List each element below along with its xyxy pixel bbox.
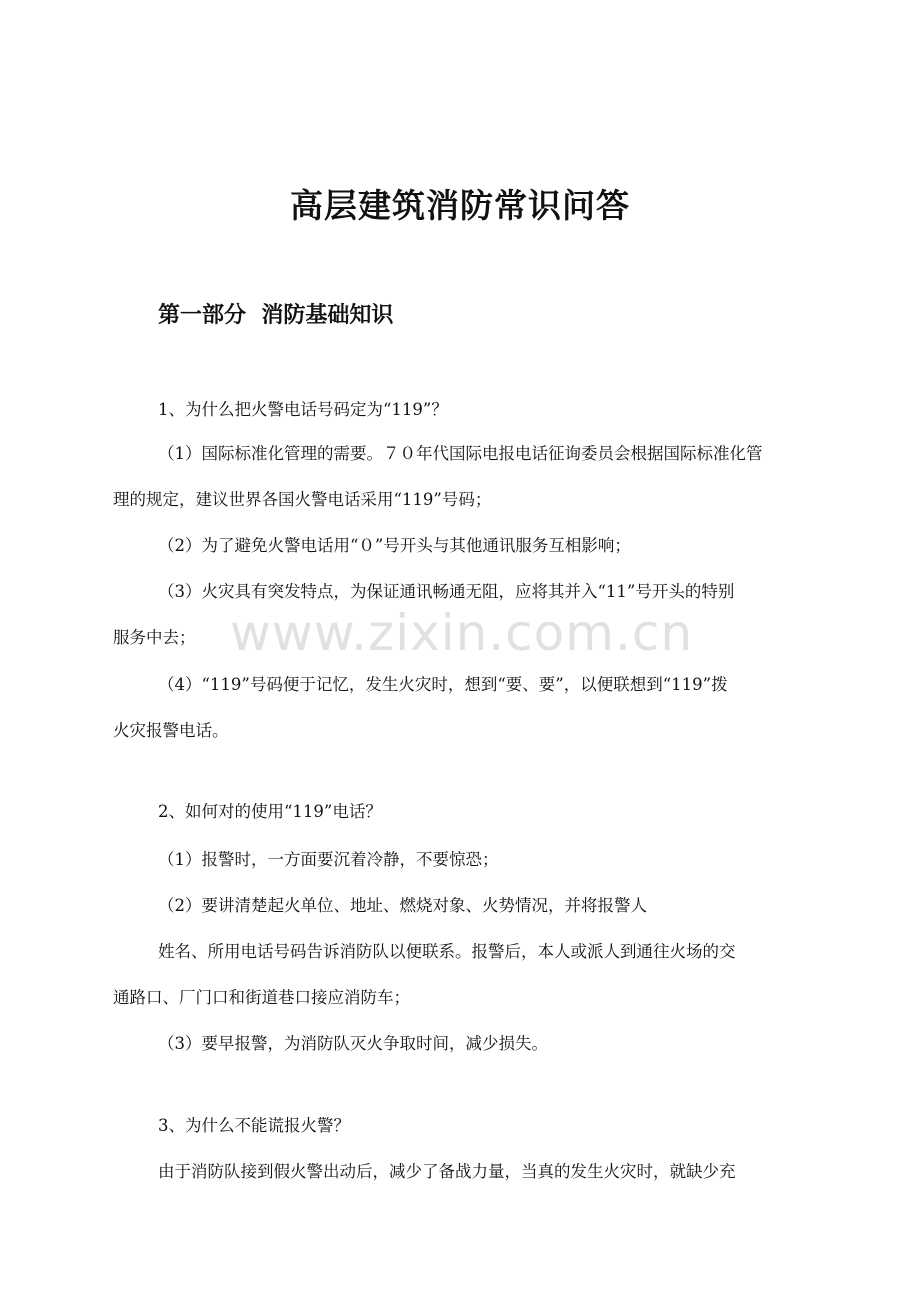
question-2: 2、如何对的使用“119”电话？ [158,802,382,821]
section-heading: 第一部分 消防基础知识 [158,303,394,328]
answer-line: （3）要早报警，为消防队灭火争取时间，减少损失。 [158,1034,548,1053]
question-1: 1、为什么把火警电话号码定为“119”？ [158,400,448,419]
answer-line: （1）报警时，一方面要沉着冷静，不要惊恐； [158,850,499,869]
answer-line: 由于消防队接到假火警出动后，减少了备战力量，当真的发生火灾时，就缺少充 [158,1162,736,1181]
watermark: www.zixin.com.cn [230,604,694,662]
document-title: 高层建筑消防常识问答 [290,186,630,225]
answer-line: 理的规定，建议世界各国火警电话采用“119”号码； [113,490,492,509]
answer-line: （2）为了避免火警电话用“０”号开头与其他通讯服务互相影响； [158,536,631,555]
answer-line: （2）要讲清楚起火单位、地址、燃烧对象、火势情况，并将报警人 [158,896,647,915]
answer-line: （4）“119”号码便于记忆，发生火灾时，想到“要、要”，以便联想到“119”拨 [158,675,728,694]
question-3: 3、为什么不能谎报火警？ [158,1116,350,1135]
answer-line: （3）火灾具有突发特点，为保证通讯畅通无阻，应将其并入“11”号开头的特别 [158,582,735,601]
answer-line: 火灾报警电话。 [113,721,229,740]
answer-line: （1）国际标准化管理的需要。７０年代国际电报电话征询委员会根据国际标准化管 [158,444,763,463]
answer-line: 通路口、厂门口和街道巷口接应消防车； [113,988,410,1007]
answer-line: 姓名、所用电话号码告诉消防队以便联系。报警后，本人或派人到通往火场的交 [158,942,736,961]
answer-line: 服务中去； [113,628,196,647]
